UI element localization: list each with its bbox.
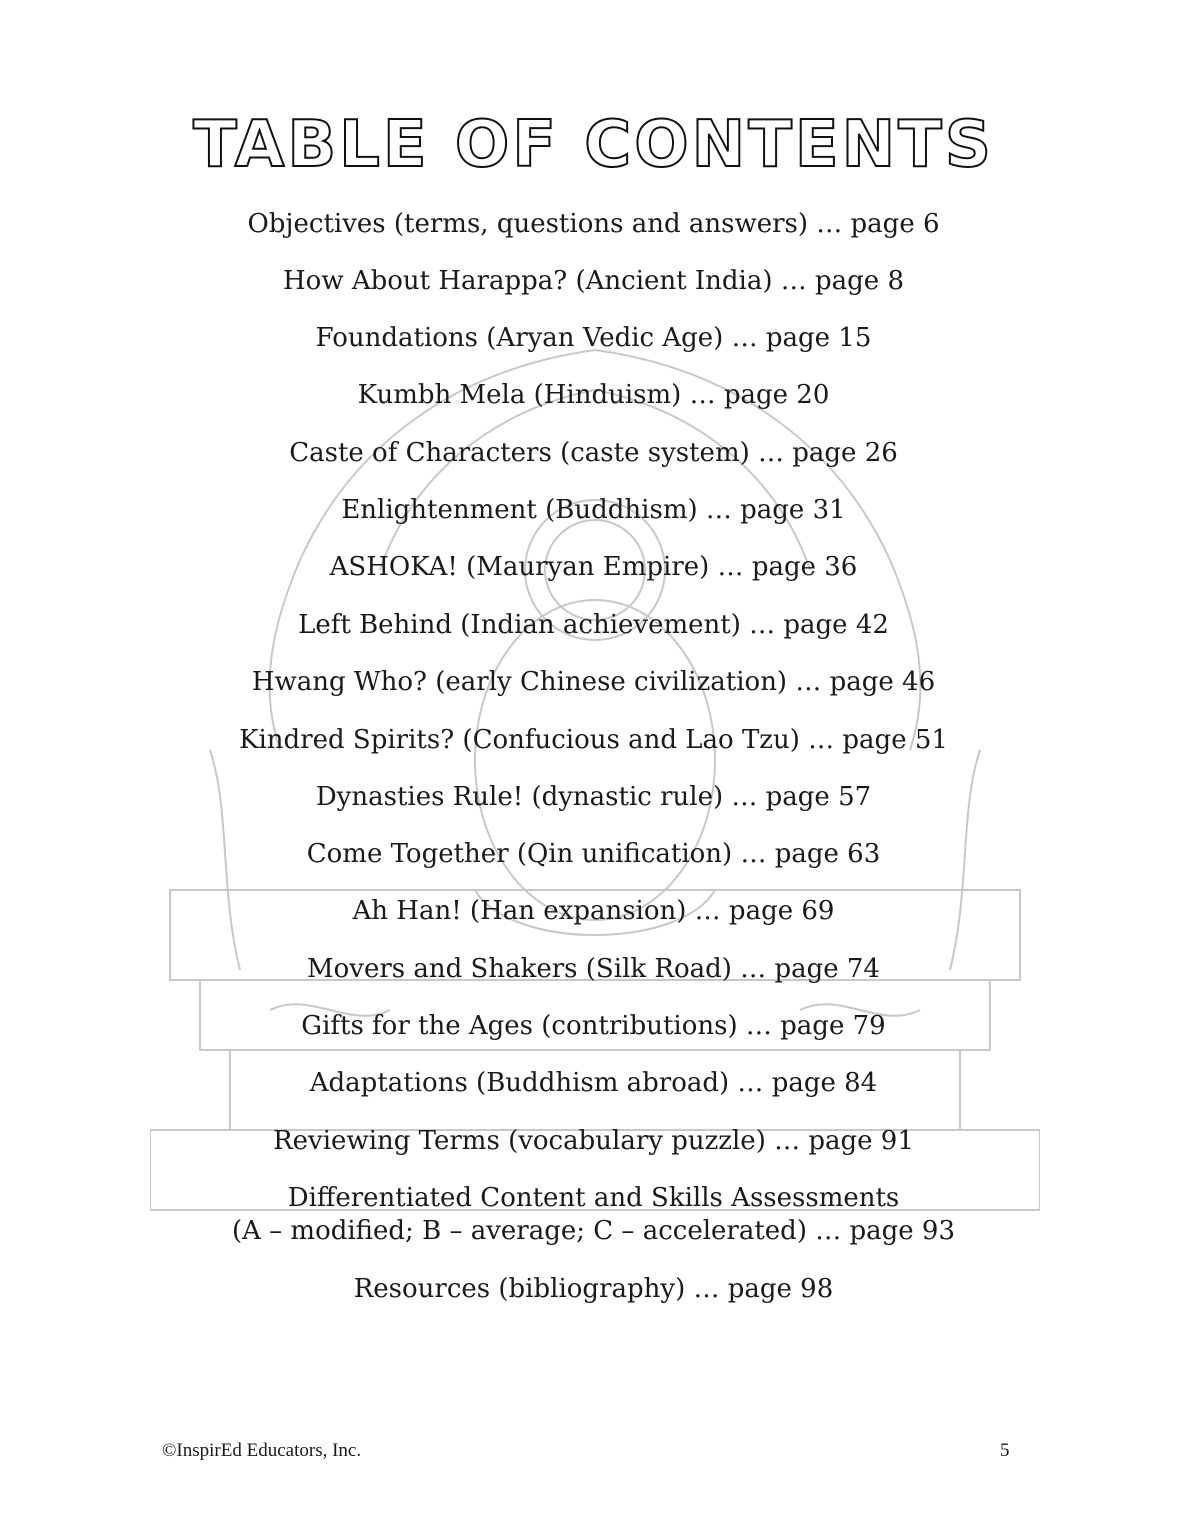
toc-entry-come-together: Come Together (Qin unification) … page 63 <box>306 839 881 869</box>
toc-entry-dynasties: Dynasties Rule! (dynastic rule) … page 57 <box>315 782 872 812</box>
toc-entry-gifts: Gifts for the Ages (contributions) … page 79 <box>301 1011 886 1041</box>
toc-entry-left-behind: Left Behind (Indian achievement) … page 42 <box>298 610 889 640</box>
footer-page-number: 5 <box>1000 1440 1010 1461</box>
toc-entry-kindred-spirits: Kindred Spirits? (Confucious and Lao Tzu) … page 51 <box>239 725 948 755</box>
toc-entry-ah-han: Ah Han! (Han expansion) … page 69 <box>352 896 835 926</box>
toc-entry-kumbh-mela: Kumbh Mela (Hinduism) … page 20 <box>357 380 830 410</box>
toc-entry-assessments-detail: (A – modified; B – average; C – accelerated) … page 93 <box>231 1216 956 1246</box>
toc-entry-movers-shakers: Movers and Shakers (Silk Road) … page 74 <box>307 954 880 984</box>
toc-entry-assessments: Differentiated Content and Skills Assessments <box>287 1183 900 1213</box>
toc-entry-harappa: How About Harappa? (Ancient India) … page 8 <box>283 266 904 296</box>
toc-entry-caste: Caste of Characters (caste system) … page 26 <box>289 438 898 468</box>
toc-entry-reviewing-terms: Reviewing Terms (vocabulary puzzle) … page 91 <box>273 1126 914 1156</box>
toc-entry-adaptations: Adaptations (Buddhism abroad) … page 84 <box>309 1068 878 1098</box>
toc-entry-foundations: Foundations (Aryan Vedic Age) … page 15 <box>315 323 872 353</box>
toc-entry-objectives: Objectives (terms, questions and answers) … page 6 <box>247 209 940 239</box>
footer-copyright: ©InspirEd Educators, Inc. <box>162 1440 362 1461</box>
page-title: TABLE OF CONTENTS <box>193 108 994 182</box>
toc-entry-enlightenment: Enlightenment (Buddhism) … page 31 <box>341 495 846 525</box>
toc-entry-ashoka: ASHOKA! (Mauryan Empire) … page 36 <box>329 552 858 582</box>
toc-entry-resources: Resources (bibliography) … page 98 <box>353 1274 834 1304</box>
toc-entry-hwang-who: Hwang Who? (early Chinese civilization) … page 46 <box>251 667 936 697</box>
